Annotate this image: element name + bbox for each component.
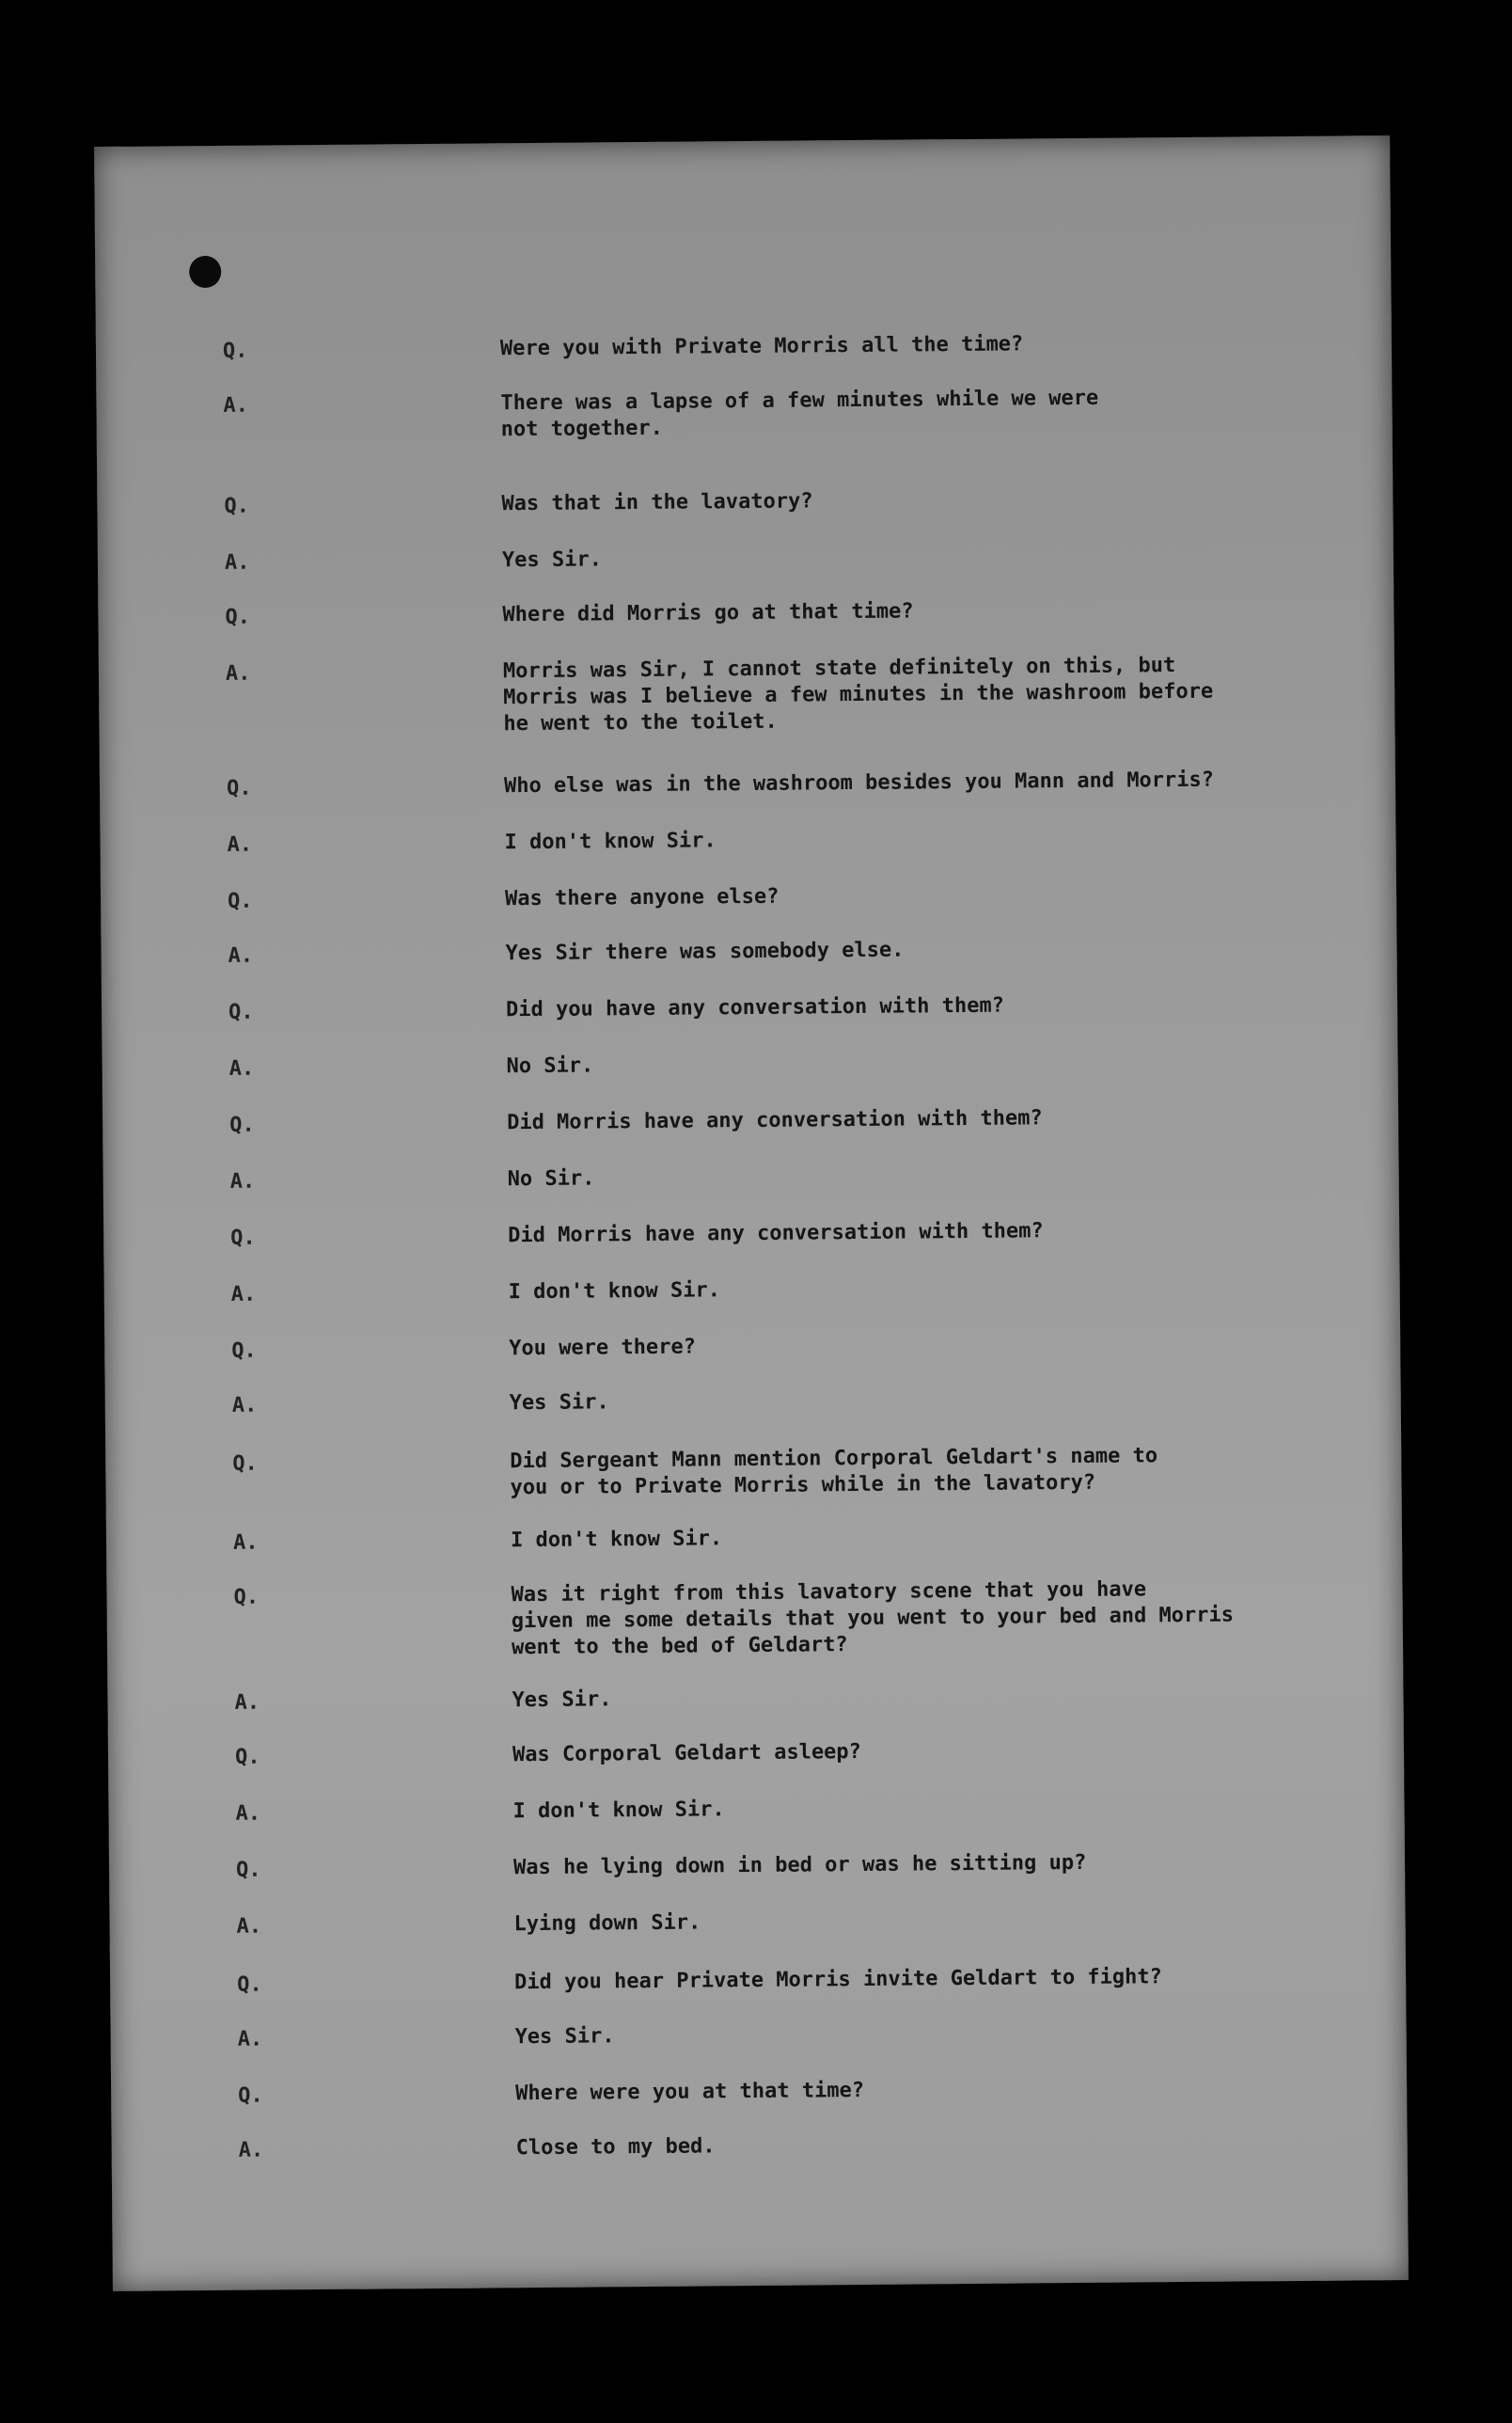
question-marker: Q. (232, 1451, 258, 1476)
answer-text: Lying down Sir. (513, 1910, 701, 1937)
question-text: Did Morris have any conversation with them? (507, 1106, 1043, 1135)
question-marker: Q. (234, 1745, 260, 1769)
transcript-entry (106, 1575, 1402, 1660)
question-marker: Q. (229, 1113, 255, 1137)
answer-marker: A. (237, 2027, 263, 2051)
answer-text: Morris was Sir, I cannot state definitely on this, but Morris was I believe a few minutes in the washroom before he went to the toilet. (502, 654, 1214, 736)
transcript-entry (98, 540, 1394, 575)
transcript-entry (108, 1791, 1404, 1826)
answer-text: Close to my bed. (515, 2134, 716, 2161)
transcript-entry (100, 822, 1395, 857)
question-marker: Q. (233, 1585, 260, 1609)
question-text: Were you with Private Morris all the time? (499, 332, 1024, 361)
answer-marker: A. (225, 661, 251, 686)
question-marker: Q. (238, 2083, 263, 2108)
question-text: Was there anyone else? (504, 884, 780, 911)
transcript-entry (106, 1520, 1402, 1555)
transcript-entry (104, 1272, 1400, 1307)
transcript-entry (109, 1847, 1405, 1882)
answer-marker: A. (231, 1393, 258, 1417)
question-text: Did Sergeant Mann mention Corporal Geldart's name to you or to Private Morris while in the lavatory? (510, 1444, 1158, 1500)
question-marker: Q. (222, 339, 248, 363)
question-text: You were there? (509, 1335, 697, 1361)
question-text: Was it right from this lavatory scene that you have given me some details that you went to your bed and Morris went to the bed of Geldart? (511, 1577, 1235, 1660)
answer-text: I don't know Sir. (508, 1278, 720, 1305)
transcript-entry (109, 1904, 1405, 1939)
transcript-entry (97, 483, 1393, 518)
question-marker: Q. (224, 494, 250, 518)
document-page (94, 135, 1409, 2291)
answer-text: Yes Sir there was somebody else. (505, 938, 905, 966)
question-text: Where did Morris go at that time? (502, 599, 914, 627)
question-marker: Q. (237, 1972, 262, 1997)
question-text: Who else was in the washroom besides you Mann and Morris? (503, 768, 1215, 799)
transcript-list (94, 135, 1390, 2162)
transcript-entry (107, 1680, 1403, 1715)
answer-text: I don't know Sir. (512, 1797, 725, 1824)
transcript-entry (100, 766, 1395, 800)
answer-text: Yes Sir. (509, 1390, 609, 1416)
question-marker: Q. (230, 1226, 256, 1250)
answer-text: There was a lapse of a few minutes while we were not together. (500, 386, 1099, 442)
answer-text: I don't know Sir. (510, 1527, 723, 1553)
transcript-entry (98, 594, 1394, 629)
transcript-entry (103, 1159, 1399, 1194)
transcript-entry (102, 1102, 1398, 1137)
question-marker: Q. (227, 889, 253, 913)
answer-text: Yes Sir. (501, 547, 603, 573)
question-text: Was he lying down in bed or was he sitting up? (512, 1850, 1087, 1880)
answer-marker: A. (227, 832, 253, 857)
answer-text: No Sir. (506, 1053, 594, 1079)
answer-marker: A. (228, 943, 254, 968)
answer-marker: A. (236, 1914, 262, 1939)
transcript-entry (99, 651, 1394, 736)
question-marker: Q. (231, 1338, 257, 1363)
answer-marker: A. (230, 1282, 257, 1307)
answer-marker: A. (238, 2138, 264, 2162)
transcript-entry (108, 1734, 1404, 1769)
transcript-entry (105, 1441, 1401, 1500)
answer-marker: A. (224, 550, 250, 575)
question-marker: Q. (235, 1858, 261, 1882)
answer-text: Yes Sir. (514, 2024, 615, 2050)
transcript-entry (111, 2017, 1407, 2051)
question-text: Where were you at that time? (515, 2078, 865, 2106)
transcript-entry (101, 879, 1396, 913)
question-text: Did you have any conversation with them? (505, 993, 1005, 1022)
question-text: Did you hear Private Morris invite Geldart to fight? (514, 1965, 1162, 1995)
transcript-entry (112, 2128, 1408, 2162)
answer-marker: A. (232, 1530, 259, 1555)
question-marker: Q. (228, 1000, 254, 1024)
answer-marker: A. (223, 393, 249, 418)
answer-text: No Sir. (507, 1166, 595, 1192)
transcript-entry (102, 1046, 1398, 1081)
transcript-entry (110, 1962, 1406, 1997)
transcript-entry (96, 383, 1392, 442)
answer-marker: A. (234, 1690, 260, 1715)
transcript-entry (102, 990, 1397, 1024)
answer-marker: A. (235, 1801, 261, 1826)
transcript-entry (105, 1383, 1401, 1417)
question-text: Did Morris have any conversation with them? (508, 1219, 1044, 1248)
transcript-entry (96, 328, 1392, 363)
transcript-entry (104, 1328, 1400, 1363)
question-text: Was that in the lavatory? (501, 489, 813, 516)
question-marker: Q. (226, 776, 252, 800)
answer-text: I don't know Sir. (504, 829, 717, 855)
answer-marker: A. (228, 1056, 255, 1081)
answer-marker: A. (229, 1169, 256, 1194)
transcript-entry (101, 933, 1396, 968)
question-marker: Q. (225, 605, 251, 629)
punch-hole (189, 256, 221, 288)
question-text: Was Corporal Geldart asleep? (512, 1740, 861, 1767)
transcript-entry (111, 2073, 1407, 2108)
transcript-entry (103, 1215, 1399, 1250)
answer-text: Yes Sir. (512, 1687, 612, 1713)
